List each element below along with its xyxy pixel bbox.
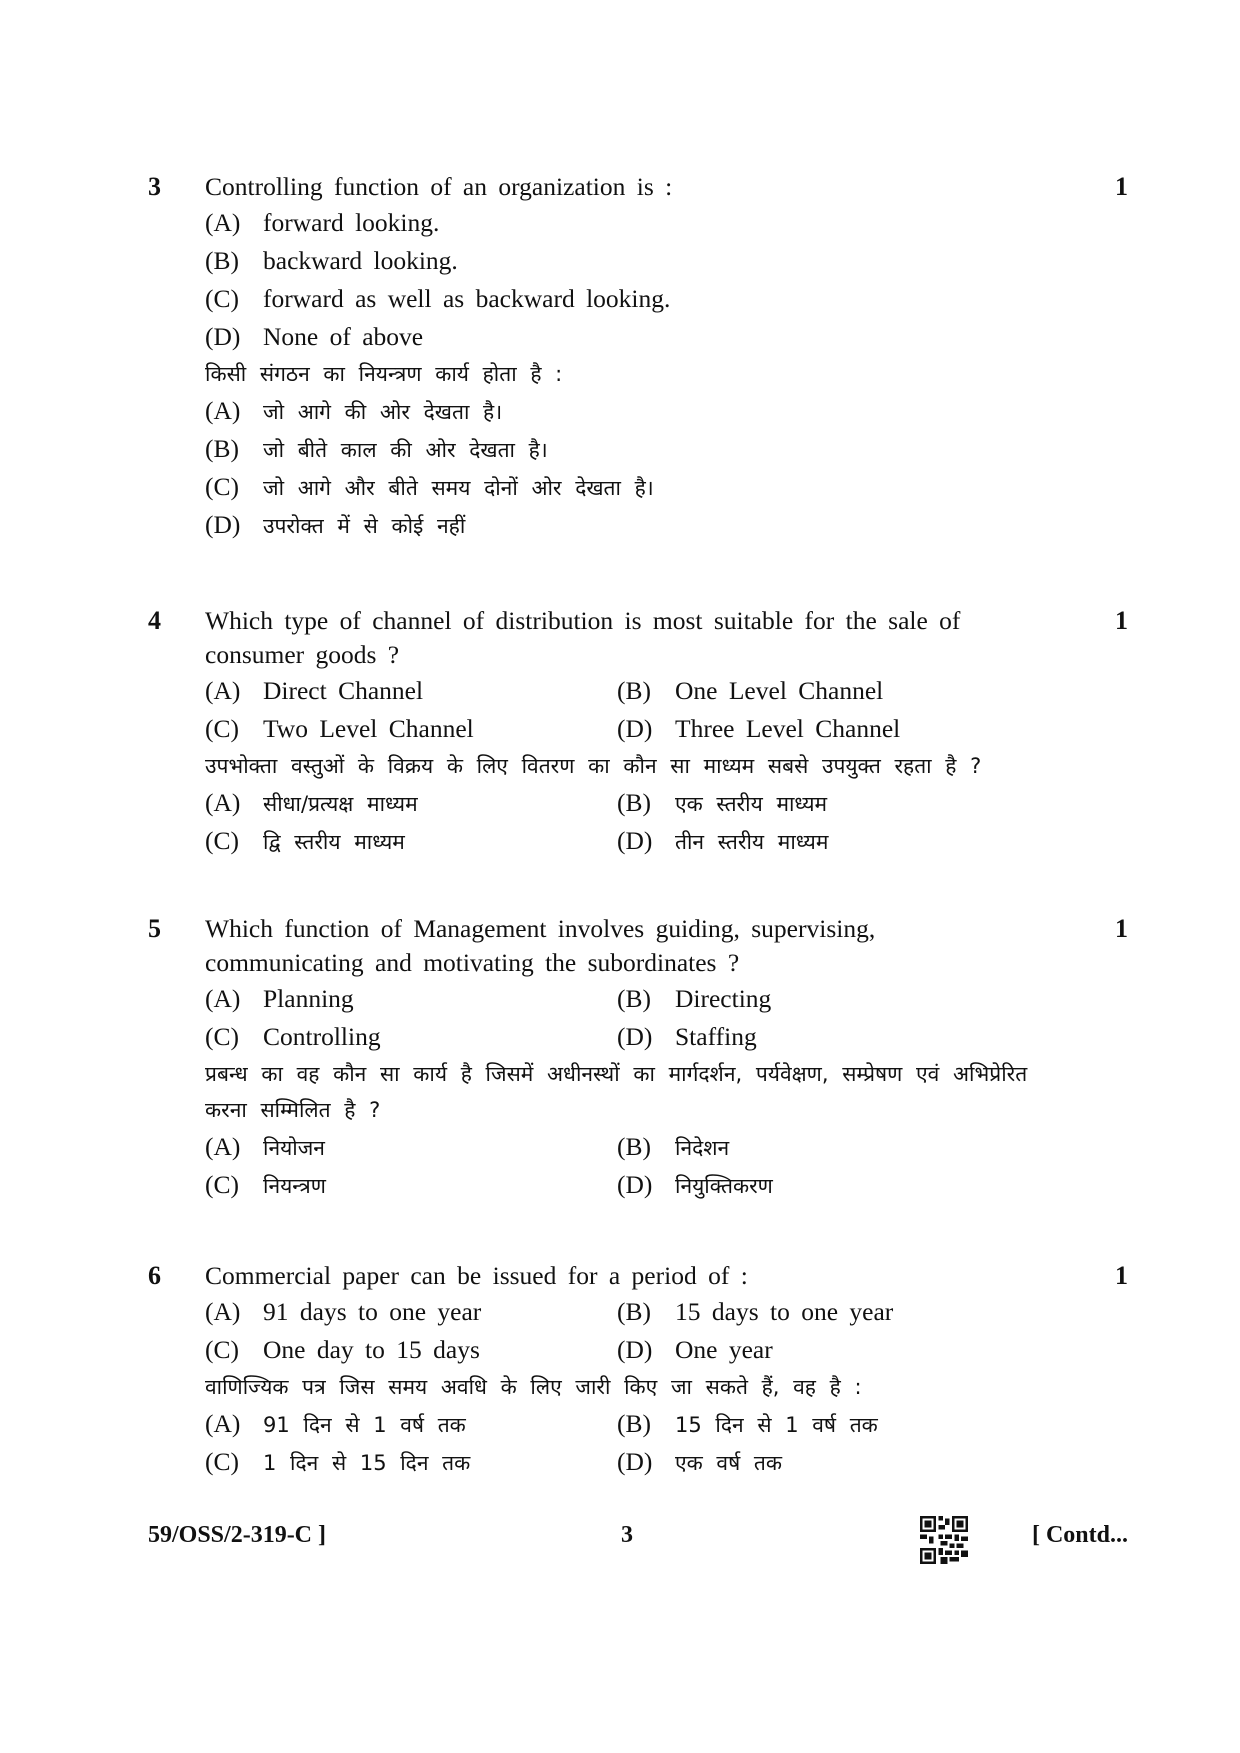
option-b-en: (B) Directing <box>617 984 772 1013</box>
option-d-en: (D) One year <box>617 1335 773 1364</box>
question-stem-hi: प्रबन्ध का वह कौन सा कार्य है जिसमें अधीनस्थों का मार्गदर्शन, पर्यवेक्षण, सम्प्रेषण एवं अभिप्रेरित करना सम्मिलित है ? <box>205 1062 1028 1122</box>
option-d-hi: (D) तीन स्तरीय माध्यम <box>617 826 829 855</box>
option-d-en: (D) Three Level Channel <box>617 714 901 743</box>
question-stem-en: Commercial paper can be issued for a period of : <box>205 1261 748 1290</box>
option-b-hi: (B) 15 दिन से 1 वर्ष तक <box>617 1409 878 1438</box>
question-stem-en: Which function of Management involves guiding, supervising, communicating and motivating the subordinates ? <box>205 914 876 977</box>
option-d-en: (D) None of above <box>205 322 424 351</box>
option-b-hi: (B) एक स्तरीय माध्यम <box>617 788 828 817</box>
option-a-hi: (A) सीधा/प्रत्यक्ष माध्यम <box>205 788 418 817</box>
option-c-en: (C) One day to 15 days <box>205 1335 480 1364</box>
question-number: 3 <box>148 172 161 201</box>
question-marks: 1 <box>1115 1261 1128 1290</box>
question-stem-en: Controlling function of an organization is : <box>205 172 673 201</box>
question-number: 5 <box>148 914 161 943</box>
options-en <box>205 980 1128 1056</box>
question-marks: 1 <box>1115 172 1128 201</box>
question-stem-en: Which type of channel of distribution is most suitable for the sale of consumer goods ? <box>205 606 961 669</box>
option-a-en: (A) Direct Channel <box>205 676 424 705</box>
option-d-hi: (D) नियुक्तिकरण <box>617 1170 773 1199</box>
option-c-hi: (C) द्वि स्तरीय माध्यम <box>205 826 405 855</box>
question-marks: 1 <box>1115 914 1128 943</box>
page-footer <box>148 1516 1128 1562</box>
question-number: 6 <box>148 1261 161 1290</box>
option-a-hi: (A) नियोजन <box>205 1132 325 1161</box>
option-c-en: (C) forward as well as backward looking. <box>205 284 671 313</box>
options-hi <box>205 1128 1128 1204</box>
option-b-hi: (B) जो बीते काल की ओर देखता है। <box>205 434 548 463</box>
question-6 <box>148 1259 1128 1481</box>
options-hi <box>205 784 1128 860</box>
page-number: 3 <box>621 1522 633 1548</box>
question-stem-hi: उपभोक्ता वस्तुओं के विक्रय के लिए वितरण का कौन सा माध्यम सबसे उपयुक्त रहता है ? <box>205 754 982 778</box>
continued-label: [ Contd... <box>1031 1522 1128 1548</box>
qr-code-icon <box>920 1516 968 1564</box>
option-a-hi: (A) जो आगे की ओर देखता है। <box>205 396 503 425</box>
option-c-hi: (C) नियन्त्रण <box>205 1170 326 1199</box>
paper-code: 59/OSS/2-319-C ] <box>148 1522 327 1548</box>
option-a-en: (A) forward looking. <box>205 208 440 237</box>
options-hi <box>205 1405 1128 1481</box>
option-d-hi: (D) उपरोक्त में से कोई नहीं <box>205 510 466 539</box>
question-number: 4 <box>148 606 161 635</box>
option-d-en: (D) Staffing <box>617 1022 757 1051</box>
option-a-en: (A) 91 days to one year <box>205 1297 482 1326</box>
question-5 <box>148 912 1128 1204</box>
option-b-en: (B) backward looking. <box>205 246 458 275</box>
option-a-en: (A) Planning <box>205 984 354 1013</box>
question-3 <box>148 170 1128 544</box>
question-stem-hi: किसी संगठन का नियन्त्रण कार्य होता है : <box>205 362 563 386</box>
question-marks: 1 <box>1115 606 1128 635</box>
question-4 <box>148 604 1128 860</box>
options-en <box>205 672 1128 748</box>
option-c-en: (C) Two Level Channel <box>205 714 474 743</box>
option-c-hi: (C) 1 दिन से 15 दिन तक <box>205 1447 471 1476</box>
option-b-en: (B) 15 days to one year <box>617 1297 894 1326</box>
option-d-hi: (D) एक वर्ष तक <box>617 1447 783 1476</box>
option-b-en: (B) One Level Channel <box>617 676 884 705</box>
option-a-hi: (A) 91 दिन से 1 वर्ष तक <box>205 1409 466 1438</box>
option-b-hi: (B) निदेशन <box>617 1132 730 1161</box>
options-en <box>205 1293 1128 1369</box>
option-c-hi: (C) जो आगे और बीते समय दोनों ओर देखता है। <box>205 472 654 501</box>
question-stem-hi: वाणिज्यिक पत्र जिस समय अवधि के लिए जारी किए जा सकते हैं, वह है : <box>205 1375 862 1399</box>
option-c-en: (C) Controlling <box>205 1022 381 1051</box>
